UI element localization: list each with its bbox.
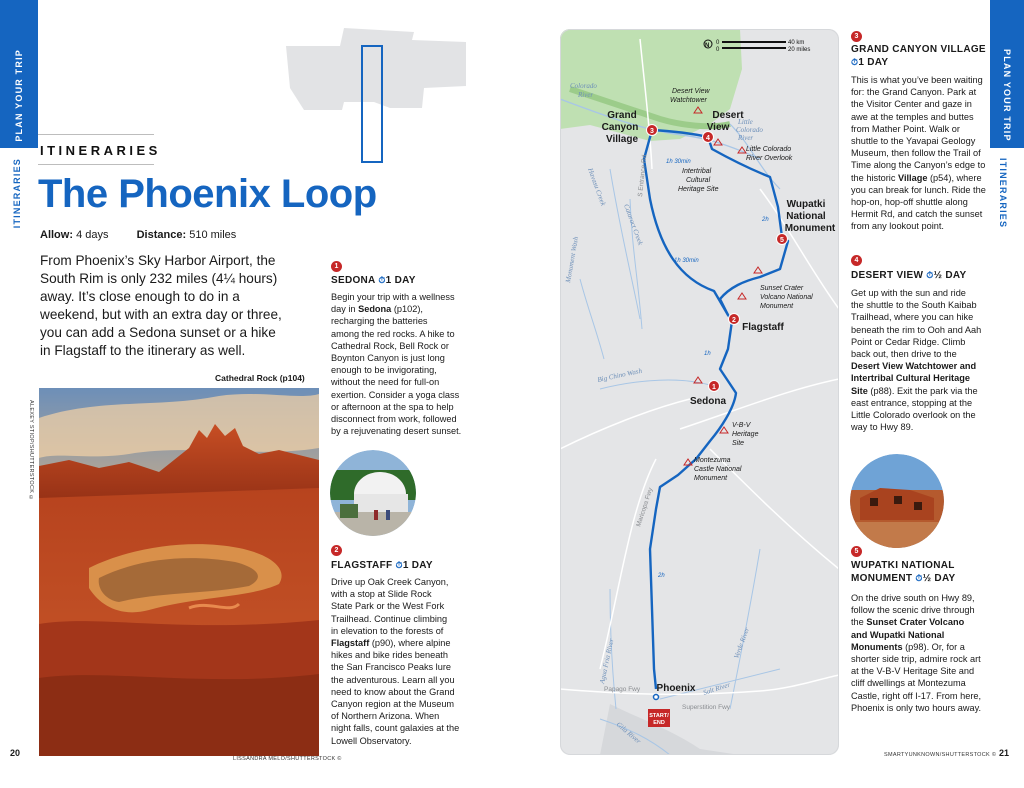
poi-intertribal-l2: Cultural: [686, 177, 711, 184]
photo-credit-right: SMARTYUNKNOWN/SHUTTERSTOCK ©: [884, 752, 997, 758]
stop-4-badge: 4: [851, 255, 862, 266]
trip-meta: [40, 229, 236, 241]
scale-zero-mi: 0: [716, 47, 720, 53]
line-rich: the historic Village (p54), where: [851, 172, 982, 183]
clock-icon: ⏱: [851, 57, 859, 67]
bold-place: Sedona: [358, 304, 392, 315]
route-map: [560, 29, 839, 755]
left-sidetab: [0, 0, 38, 148]
stop-5-heading: WUPATKI NATIONAL MONUMENT ⏱½ DAY: [851, 560, 956, 584]
clock-icon: ⏱: [926, 270, 934, 280]
poi-sunset-crater-l2: Volcano National: [760, 294, 813, 301]
locator-state-shape: [286, 28, 466, 110]
little-colorado-l1: Little: [738, 118, 753, 126]
place-phoenix: Phoenix: [656, 683, 696, 694]
left-sidetab-label: PLAN YOUR TRIP: [14, 49, 24, 142]
bold-place: Site: [851, 385, 868, 396]
poi-watchtower-l1: Desert View: [672, 88, 710, 95]
verde-river: Verde River: [732, 626, 752, 660]
duration-1: 1h 30min: [666, 159, 691, 165]
right-sidetab: [990, 0, 1024, 148]
place-sedona: Sedona: [689, 396, 727, 407]
line-rich: Flagstaff (p90), where alpine: [331, 638, 451, 649]
colorado-river-l1: Colorado: [570, 82, 597, 90]
stop-5-badge: 5: [851, 546, 862, 557]
havasu-creek: Havasu Creek: [586, 166, 608, 207]
little-colorado-l3: River: [738, 134, 754, 142]
line-rich: [851, 372, 991, 384]
allow-label: Allow:: [40, 229, 73, 241]
line-rich: the Sunset Crater Volcano: [851, 617, 965, 628]
salt-river: Salt River: [702, 680, 732, 697]
place-gcv-l2: Canyon: [601, 122, 639, 133]
museum-circle-photo: [330, 450, 416, 536]
place-desert-view-l1: Desert: [712, 110, 744, 121]
photo-caption: Cathedral Rock (p104): [215, 373, 305, 383]
line-rich: day in Sedona (p102),: [331, 304, 423, 315]
locator-map: [282, 24, 468, 164]
papago-fwy: Papago Fwy: [604, 686, 641, 693]
poi-sunset-crater-l3: Monument: [760, 303, 794, 310]
page-number-left: 20: [10, 748, 21, 758]
page-title: The Phoenix Loop: [38, 172, 377, 216]
bold-place: Sunset Crater Volcano: [866, 617, 965, 628]
scale-zero-km: 0: [716, 40, 720, 46]
stop-4-body: Get up with the sun and ride the shuttle to the South Kaibab Trailhead, where you can hike beneath the rim to Ooh and Aah Point or Cedar Ridge. Climb back out, then drive to the Desert View Watchtower and Intertribal Cultural Heritage Site (p88). Exit the park via the east entrance, stopping at the Little Colorado overlook on the way to Hwy 89.: [851, 287, 991, 433]
poi-vbv-l2: Heritage: [732, 431, 759, 438]
poi-vbv-l3: Site: [732, 440, 745, 447]
poi-montezuma-l2: Castle National: [694, 466, 742, 473]
svg-text:N: N: [705, 43, 710, 49]
stop-1-body: Begin your trip with a wellness day in Sedona (p102), recharging the batteries among the red rocks. A hike to Cathedral Rock, Bell Rock or Boynton Canyon is just long enough to be invigorating, without the need for full-on exertion. Consider a yoga class or afternoon at the spa to help disconnect from work, followed by a rejuvenating desert sunset.: [331, 291, 481, 437]
page-number-right: 21: [999, 748, 1010, 758]
phoenix-dot: [654, 695, 659, 700]
clock-icon: ⏱: [378, 275, 386, 285]
photo-credit-bottom: LISSANDRA MELO/SHUTTERSTOCK ©: [233, 756, 342, 762]
superstition-fwy: Superstition Fwy: [682, 704, 731, 711]
bold-place: Monuments: [851, 641, 903, 652]
line-rich: [851, 629, 991, 641]
s-entrance-rd: S Entrance Rd: [637, 154, 649, 198]
bold-place: Desert View Watchtower and: [851, 361, 977, 372]
allow-value: 4 days: [76, 229, 109, 241]
start-label: START/: [649, 713, 669, 719]
bold-place: Flagstaff: [331, 638, 370, 649]
place-flagstaff: Flagstaff: [742, 322, 784, 333]
colorado-river-l2: River: [578, 91, 594, 99]
monument-wash: Monument Wash: [564, 236, 581, 284]
map-marker-1-num: 1: [712, 384, 716, 391]
map-marker-5-num: 5: [780, 237, 784, 244]
wupatki-circle-photo: [850, 454, 944, 548]
stop-1-badge: 1: [331, 261, 342, 272]
duration-5: 2h: [658, 573, 665, 579]
poi-intertribal-l1: Intertribal: [682, 168, 712, 175]
place-wupatki-l1: Wupatki: [786, 199, 826, 210]
section-rule: [38, 134, 154, 135]
scale-miles-label: 20 miles: [788, 47, 811, 53]
stop-2-badge: 2: [331, 545, 342, 556]
right-sidetab-label: PLAN YOUR TRIP: [1002, 49, 1012, 142]
stop-4-heading: DESERT VIEW ⏱½ DAY: [851, 270, 967, 281]
map-marker-2-num: 2: [732, 317, 736, 324]
poi-montezuma-l3: Monument: [694, 475, 728, 482]
poi-sunset-crater-l1: Sunset Crater: [760, 285, 804, 292]
place-gcv-l1: Grand: [607, 110, 637, 121]
maricopa-fwy: Maricopa Fwy: [635, 486, 655, 528]
place-desert-view-l2: View: [706, 122, 730, 133]
stop-2-heading: FLAGSTAFF ⏱1 DAY: [331, 560, 433, 571]
bold-place: Village: [897, 172, 928, 183]
clock-icon: ⏱: [915, 573, 923, 583]
stop-3-body: This is what you’ve been waiting for: the Grand Canyon. Park at the Visitor Center and gaze in awe at the temples and buttes from Mather Point. Walk or shuttle to the Yavapai Geology Museum, then follow the Trail of Time along the Canyon’s edge to the historic Village (p54), where you can break for lunch. Ride the hop-on, hop-off shuttle along Hermit Rd, and catch the sunset from any lookout point.: [851, 74, 991, 233]
poi-watchtower-l2: Watchtower: [670, 97, 707, 104]
clock-icon: ⏱: [395, 560, 403, 570]
poi-lc-overlook-l1: Little Colorado: [746, 146, 792, 153]
right-side-section: ITINERARIES: [998, 158, 1008, 229]
map-marker-4-num: 4: [706, 135, 710, 142]
end-label: END: [653, 720, 665, 726]
bold-place: Intertribal Cultural Heritage: [851, 373, 970, 384]
line-rich: [851, 360, 991, 372]
cataract-creek: Cataract Creek: [622, 202, 645, 247]
stop-2-body: Drive up Oak Creek Canyon, with a stop at Slide Rock State Park or the West Fork Trailhead. Continue climbing in elevation to the forests of Flagstaff (p90), where alpine hikes and bike rides beneath the San Francisco Peaks lure the adventurous. Learn all you need to know about the Grand Canyon region at the Museum of Northern Arizona. When night falls, count galaxies at the Lowell Observatory.: [331, 576, 481, 747]
stop-3-heading: GRAND CANYON VILLAGE ⏱1 DAY: [851, 44, 986, 68]
left-side-section: ITINERARIES: [12, 158, 22, 229]
gila-river: Gila River: [614, 720, 643, 746]
place-wupatki-l2: National: [786, 211, 826, 222]
poi-vbv-l1: V-B-V: [732, 422, 751, 429]
duration-3: 1h 30min: [674, 258, 699, 264]
duration-4: 1h: [704, 351, 711, 357]
agua-fria-river: Agua Fria River: [598, 637, 616, 685]
bold-place: and Wupatki National: [851, 629, 945, 640]
section-rule-bottom: [38, 164, 154, 165]
line-rich: Monuments (p98). Or, for a: [851, 641, 965, 652]
stop-1-heading: SEDONA ⏱1 DAY: [331, 275, 416, 286]
line-rich: Site (p88). Exit the park via the: [851, 385, 978, 396]
stop-3-badge: 3: [851, 31, 862, 42]
cathedral-rock-photo: [39, 388, 319, 756]
distance-value: 510 miles: [189, 229, 237, 241]
little-colorado-l2: Colorado: [736, 126, 763, 134]
poi-intertribal-l3: Heritage Site: [678, 186, 719, 193]
place-gcv-l3: Village: [605, 134, 639, 145]
photo-credit-side: ALEXEY STIOP/SHUTTERSTOCK ©: [28, 400, 34, 502]
stop-5-body: On the drive south on Hwy 89, follow the scenic drive through the Sunset Crater Volcano and Wupatki National Monuments (p98). Or, for a shorter side trip, admire rock art at the V-B-V Heritage Site and cliff dwellings at Montezuma Castle, right off I-17. From here, Phoenix is only two hours away.: [851, 592, 991, 714]
intro-paragraph: From Phoenix’s Sky Harbor Airport, the South Rim is only 232 miles (4¼ hours) away. It’s close enough to do in a weekend, but with an extra day or three, you can add a Sedona sunset or a hike in Flagstaff to the itinerary as well.: [40, 253, 282, 358]
place-wupatki-l3: Monument: [784, 223, 836, 234]
distance-label: Distance:: [136, 229, 187, 241]
big-chino-wash: Big Chino Wash: [596, 366, 643, 384]
section-label: ITINERARIES: [40, 143, 161, 158]
duration-2: 2h: [762, 217, 769, 223]
map-marker-3-num: 3: [650, 128, 654, 135]
poi-montezuma-l1: Montezuma: [694, 457, 731, 464]
poi-lc-overlook-l2: River Overlook: [746, 155, 793, 162]
scale-km-label: 40 km: [788, 40, 805, 46]
